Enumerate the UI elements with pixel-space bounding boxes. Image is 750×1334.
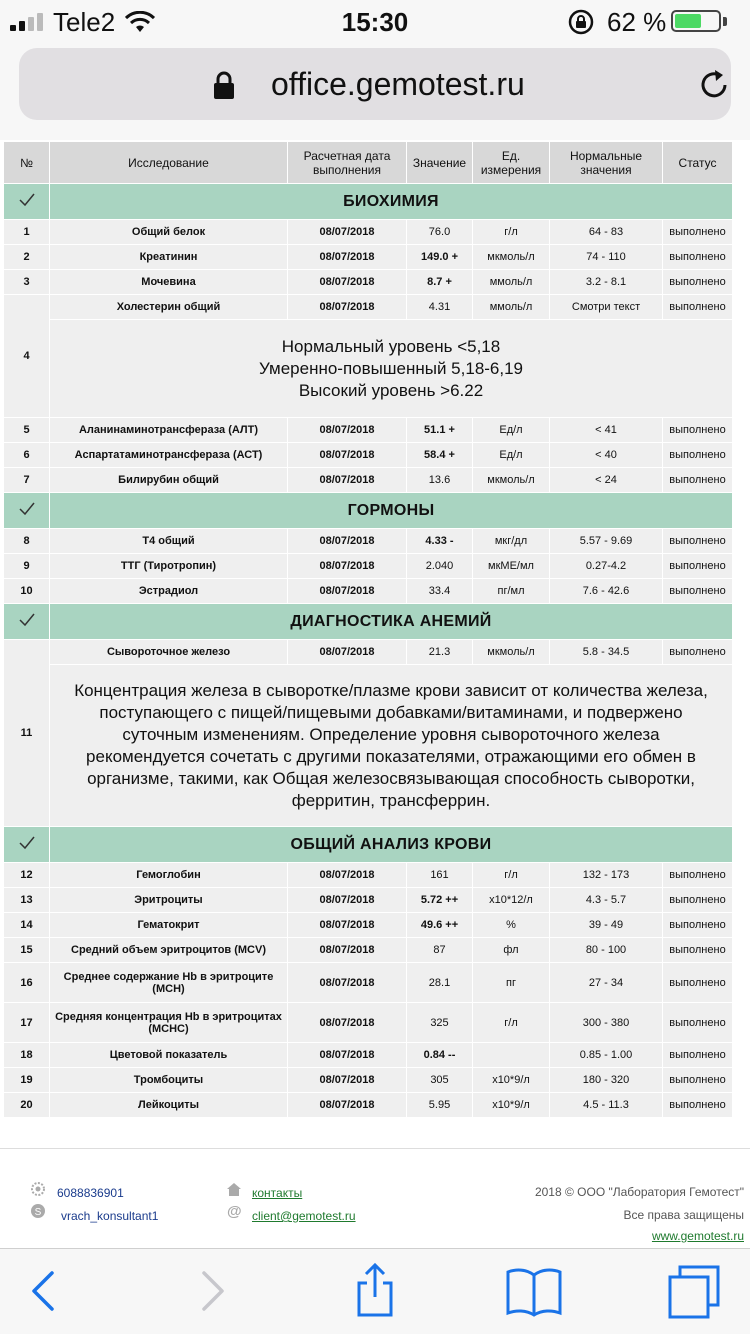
- test-norm: 64 - 83: [550, 220, 663, 245]
- test-unit: пг/мл: [473, 579, 550, 604]
- test-name: Среднее содержание Hb в эритроците (MCH): [50, 963, 288, 1003]
- home-icon: [226, 1181, 242, 1197]
- section-row-hormones: [4, 493, 733, 529]
- test-unit: г/л: [473, 863, 550, 888]
- test-name: Средняя концентрация Hb в эритроцитах (MCHC): [50, 1003, 288, 1043]
- table-row: [4, 913, 733, 938]
- test-name: Общий белок: [50, 220, 288, 245]
- table-row: [4, 938, 733, 963]
- test-name: Т4 общий: [50, 529, 288, 554]
- test-norm: 74 - 110: [550, 245, 663, 270]
- test-unit: мкМЕ/мл: [473, 554, 550, 579]
- header-study: Исследование: [50, 142, 288, 184]
- battery-percent: 62 %: [607, 7, 667, 37]
- header-norm: Нормальные значения: [550, 142, 663, 184]
- test-status: выполнено: [663, 963, 733, 1003]
- test-name: Эстрадиол: [50, 579, 288, 604]
- table-row: [4, 963, 733, 1003]
- footer-rights: Все права защищены: [623, 1208, 744, 1222]
- footer-copyright: 2018 © ООО "Лаборатория Гемотест": [534, 1185, 744, 1199]
- test-unit: x10*12/л: [473, 888, 550, 913]
- cholesterol-note-line: Высокий уровень >6.22: [298, 380, 484, 400]
- test-value: 87: [407, 938, 473, 963]
- test-name: Сывороточное железо: [50, 640, 288, 665]
- footer-email-link[interactable]: client@gemotest.ru: [252, 1209, 356, 1223]
- section-title: ГОРМОНЫ: [50, 493, 733, 529]
- note-row: [4, 320, 733, 418]
- cholesterol-note-line: Умеренно-повышенный 5,18-6,19: [258, 358, 524, 378]
- test-status: выполнено: [663, 1003, 733, 1043]
- status-bar: [0, 0, 750, 44]
- test-status: выполнено: [663, 579, 733, 604]
- test-norm: 5.8 - 34.5: [550, 640, 663, 665]
- checkmark-icon: [19, 613, 35, 627]
- tabs-icon[interactable]: [664, 1261, 724, 1321]
- test-norm: 27 - 34: [550, 963, 663, 1003]
- test-date: 08/07/2018: [288, 1043, 407, 1068]
- test-value: 305: [407, 1068, 473, 1093]
- header-value: Значение: [407, 142, 473, 184]
- test-unit: мкмоль/л: [473, 640, 550, 665]
- test-norm: 5.57 - 9.69: [550, 529, 663, 554]
- test-norm: 80 - 100: [550, 938, 663, 963]
- test-norm: < 40: [550, 443, 663, 468]
- test-unit: ммоль/л: [473, 270, 550, 295]
- test-status: выполнено: [663, 245, 733, 270]
- row-number: 7: [4, 468, 50, 493]
- address-bar[interactable]: [19, 48, 731, 120]
- row-number: 1: [4, 220, 50, 245]
- test-date: 08/07/2018: [288, 938, 407, 963]
- test-norm: 180 - 320: [550, 1068, 663, 1093]
- test-name: Гематокрит: [50, 913, 288, 938]
- page-footer: [0, 1148, 750, 1248]
- footer-skype[interactable]: vrach_konsultant1: [61, 1209, 159, 1223]
- section-row-cbc: [4, 827, 733, 863]
- test-date: 08/07/2018: [288, 554, 407, 579]
- test-value: 4.33 -: [407, 529, 473, 554]
- test-norm: 132 - 173: [550, 863, 663, 888]
- test-unit: ммоль/л: [473, 295, 550, 320]
- test-value: 149.0 +: [407, 245, 473, 270]
- row-number: 20: [4, 1093, 50, 1118]
- battery-icon: [671, 10, 721, 32]
- test-name: Мочевина: [50, 270, 288, 295]
- test-status: выполнено: [663, 554, 733, 579]
- test-unit: г/л: [473, 1003, 550, 1043]
- checkmark-icon: [19, 502, 35, 516]
- test-date: 08/07/2018: [288, 888, 407, 913]
- battery-level: [675, 14, 701, 28]
- battery-nub: [723, 17, 727, 26]
- table-row: [4, 1003, 733, 1043]
- test-status: выполнено: [663, 640, 733, 665]
- test-status: выполнено: [663, 418, 733, 443]
- test-value: 2.040: [407, 554, 473, 579]
- row-number: 15: [4, 938, 50, 963]
- test-date: 08/07/2018: [288, 1003, 407, 1043]
- url-text: office.gemotest.ru: [271, 66, 525, 102]
- test-status: выполнено: [663, 938, 733, 963]
- test-value: 8.7 +: [407, 270, 473, 295]
- test-value: 4.31: [407, 295, 473, 320]
- table-row: [4, 418, 733, 443]
- table-row: [4, 443, 733, 468]
- test-value: 13.6: [407, 468, 473, 493]
- test-unit: Ед/л: [473, 418, 550, 443]
- test-value: 33.4: [407, 579, 473, 604]
- test-unit: пг: [473, 963, 550, 1003]
- note-text: [50, 665, 733, 827]
- test-name: Холестерин общий: [50, 295, 288, 320]
- cholesterol-note-line: Нормальный уровень <5,18: [281, 336, 501, 356]
- test-name: Билирубин общий: [50, 468, 288, 493]
- row-number: 3: [4, 270, 50, 295]
- wifi-icon: [125, 11, 155, 33]
- table-row: [4, 1093, 733, 1118]
- test-value: 49.6 ++: [407, 913, 473, 938]
- row-number: 6: [4, 443, 50, 468]
- row-number: 16: [4, 963, 50, 1003]
- test-date: 08/07/2018: [288, 913, 407, 938]
- test-name: Тромбоциты: [50, 1068, 288, 1093]
- note-row: [4, 665, 733, 827]
- section-toggle[interactable]: [4, 184, 50, 220]
- test-value: 51.1 +: [407, 418, 473, 443]
- table-row: [4, 554, 733, 579]
- test-date: 08/07/2018: [288, 529, 407, 554]
- test-norm: 4.5 - 11.3: [550, 1093, 663, 1118]
- table-row: [4, 1068, 733, 1093]
- test-unit: г/л: [473, 220, 550, 245]
- test-name: Креатинин: [50, 245, 288, 270]
- section-toggle[interactable]: [4, 604, 50, 640]
- test-status: выполнено: [663, 863, 733, 888]
- test-status: выполнено: [663, 295, 733, 320]
- test-value: 5.72 ++: [407, 888, 473, 913]
- share-icon[interactable]: [345, 1261, 405, 1321]
- checkmark-icon: [19, 193, 35, 207]
- row-number: 2: [4, 245, 50, 270]
- row-number: 14: [4, 913, 50, 938]
- test-name: Цветовой показатель: [50, 1043, 288, 1068]
- row-number: 18: [4, 1043, 50, 1068]
- test-status: выполнено: [663, 443, 733, 468]
- test-date: 08/07/2018: [288, 245, 407, 270]
- test-value: 58.4 +: [407, 443, 473, 468]
- test-value: 5.95: [407, 1093, 473, 1118]
- header-unit: Ед. измерения: [473, 142, 550, 184]
- section-row-anemia: [4, 604, 733, 640]
- test-unit: x10*9/л: [473, 1068, 550, 1093]
- test-name: ТТГ (Тиротропин): [50, 554, 288, 579]
- test-value: 325: [407, 1003, 473, 1043]
- back-arrow-icon[interactable]: [14, 1261, 74, 1321]
- note-text: [50, 320, 733, 418]
- test-date: 08/07/2018: [288, 1068, 407, 1093]
- skype-icon: [30, 1203, 46, 1219]
- test-date: 08/07/2018: [288, 579, 407, 604]
- test-name: Эритроциты: [50, 888, 288, 913]
- test-name: Аланинаминотрансфераза (АЛТ): [50, 418, 288, 443]
- browser-toolbar: [0, 1248, 750, 1334]
- table-row: [4, 529, 733, 554]
- clock: 15:30: [341, 7, 409, 37]
- test-value: 21.3: [407, 640, 473, 665]
- row-number: 5: [4, 418, 50, 443]
- test-unit: Ед/л: [473, 443, 550, 468]
- section-title: БИОХИМИЯ: [50, 184, 733, 220]
- test-status: выполнено: [663, 1043, 733, 1068]
- test-date: 08/07/2018: [288, 640, 407, 665]
- test-norm: 0.27-4.2: [550, 554, 663, 579]
- test-status: выполнено: [663, 888, 733, 913]
- row-number: 4: [4, 295, 50, 418]
- header-date: Расчетная дата выполнения: [288, 142, 407, 184]
- test-value: 76.0: [407, 220, 473, 245]
- test-status: выполнено: [663, 529, 733, 554]
- test-name: Лейкоциты: [50, 1093, 288, 1118]
- test-unit: мкг/дл: [473, 529, 550, 554]
- footer-site-link[interactable]: www.gemotest.ru: [651, 1229, 744, 1243]
- test-norm: 7.6 - 42.6: [550, 579, 663, 604]
- forward-arrow-icon[interactable]: [182, 1261, 242, 1321]
- row-number: 8: [4, 529, 50, 554]
- test-unit: мкмоль/л: [473, 245, 550, 270]
- test-status: выполнено: [663, 913, 733, 938]
- table-row: [4, 1043, 733, 1068]
- test-status: выполнено: [663, 468, 733, 493]
- table-row: [4, 640, 733, 665]
- at-icon: @: [227, 1203, 242, 1220]
- test-value: 28.1: [407, 963, 473, 1003]
- test-name: Средний объем эритроцитов (MCV): [50, 938, 288, 963]
- section-toggle[interactable]: [4, 827, 50, 863]
- test-value: 161: [407, 863, 473, 888]
- test-norm: 0.85 - 1.00: [550, 1043, 663, 1068]
- row-number: 19: [4, 1068, 50, 1093]
- test-unit: [473, 1043, 550, 1068]
- test-status: выполнено: [663, 1068, 733, 1093]
- row-number: 9: [4, 554, 50, 579]
- carrier-label: Tele2: [53, 7, 116, 37]
- rotation-lock-icon: [568, 9, 594, 35]
- header-num: №: [4, 142, 50, 184]
- bookmarks-icon[interactable]: [504, 1261, 564, 1321]
- test-status: выполнено: [663, 1093, 733, 1118]
- test-norm: 39 - 49: [550, 913, 663, 938]
- test-date: 08/07/2018: [288, 295, 407, 320]
- section-toggle[interactable]: [4, 493, 50, 529]
- table-row: [4, 245, 733, 270]
- table-row: [4, 863, 733, 888]
- test-norm: 300 - 380: [550, 1003, 663, 1043]
- section-title: ОБЩИЙ АНАЛИЗ КРОВИ: [50, 827, 733, 863]
- test-status: выполнено: [663, 270, 733, 295]
- browser-address-area: [0, 44, 750, 140]
- row-number: 13: [4, 888, 50, 913]
- test-date: 08/07/2018: [288, 1093, 407, 1118]
- row-number: 12: [4, 863, 50, 888]
- footer-phone[interactable]: 6088836901: [57, 1186, 124, 1200]
- row-number: 17: [4, 1003, 50, 1043]
- table-row: [4, 295, 733, 320]
- test-date: 08/07/2018: [288, 468, 407, 493]
- results-table-body: [4, 142, 733, 1118]
- test-date: 08/07/2018: [288, 220, 407, 245]
- checkmark-icon: [19, 836, 35, 850]
- test-unit: фл: [473, 938, 550, 963]
- header-status: Статус: [663, 142, 733, 184]
- table-row: [4, 579, 733, 604]
- signal-icon: [10, 13, 46, 31]
- test-date: 08/07/2018: [288, 270, 407, 295]
- lock-icon: [213, 70, 235, 100]
- gear-icon: [30, 1181, 46, 1197]
- test-date: 08/07/2018: [288, 443, 407, 468]
- test-norm: < 24: [550, 468, 663, 493]
- row-number: 10: [4, 579, 50, 604]
- table-row: [4, 468, 733, 493]
- section-title: ДИАГНОСТИКА АНЕМИЙ: [50, 604, 733, 640]
- results-table: [3, 141, 733, 1118]
- svg-text:S: S: [34, 1207, 42, 1218]
- table-row: [4, 888, 733, 913]
- test-date: 08/07/2018: [288, 418, 407, 443]
- test-norm: 4.3 - 5.7: [550, 888, 663, 913]
- section-row-biochem: [4, 184, 733, 220]
- reload-icon[interactable]: [697, 68, 731, 102]
- table-row: [4, 220, 733, 245]
- test-name: Аспартатаминотрансфераза (АСТ): [50, 443, 288, 468]
- test-norm: Смотри текст: [550, 295, 663, 320]
- test-norm: 3.2 - 8.1: [550, 270, 663, 295]
- test-status: выполнено: [663, 220, 733, 245]
- results-table-container[interactable]: [0, 140, 750, 1136]
- table-header-row: [4, 142, 733, 184]
- test-date: 08/07/2018: [288, 863, 407, 888]
- test-unit: мкмоль/л: [473, 468, 550, 493]
- test-date: 08/07/2018: [288, 963, 407, 1003]
- test-unit: x10*9/л: [473, 1093, 550, 1118]
- footer-contacts-link[interactable]: контакты: [252, 1186, 303, 1200]
- iron-note: Концентрация железа в сыворотке/плазме крови зависит от количества железа, поступающего с пищей/пищевыми добавками/витаминами, и подвержено суточным изменениям. Определение уровня сывороточного железа рекомендуется сочетать с другими показателями, отражающими его обмен в организме, такими, как Общая железосвязывающая способность сыворотки, ферритин, трансферрин.: [74, 680, 708, 810]
- test-norm: < 41: [550, 418, 663, 443]
- row-number: 11: [4, 640, 50, 827]
- table-row: [4, 270, 733, 295]
- test-name: Гемоглобин: [50, 863, 288, 888]
- test-unit: %: [473, 913, 550, 938]
- test-value: 0.84 --: [407, 1043, 473, 1068]
